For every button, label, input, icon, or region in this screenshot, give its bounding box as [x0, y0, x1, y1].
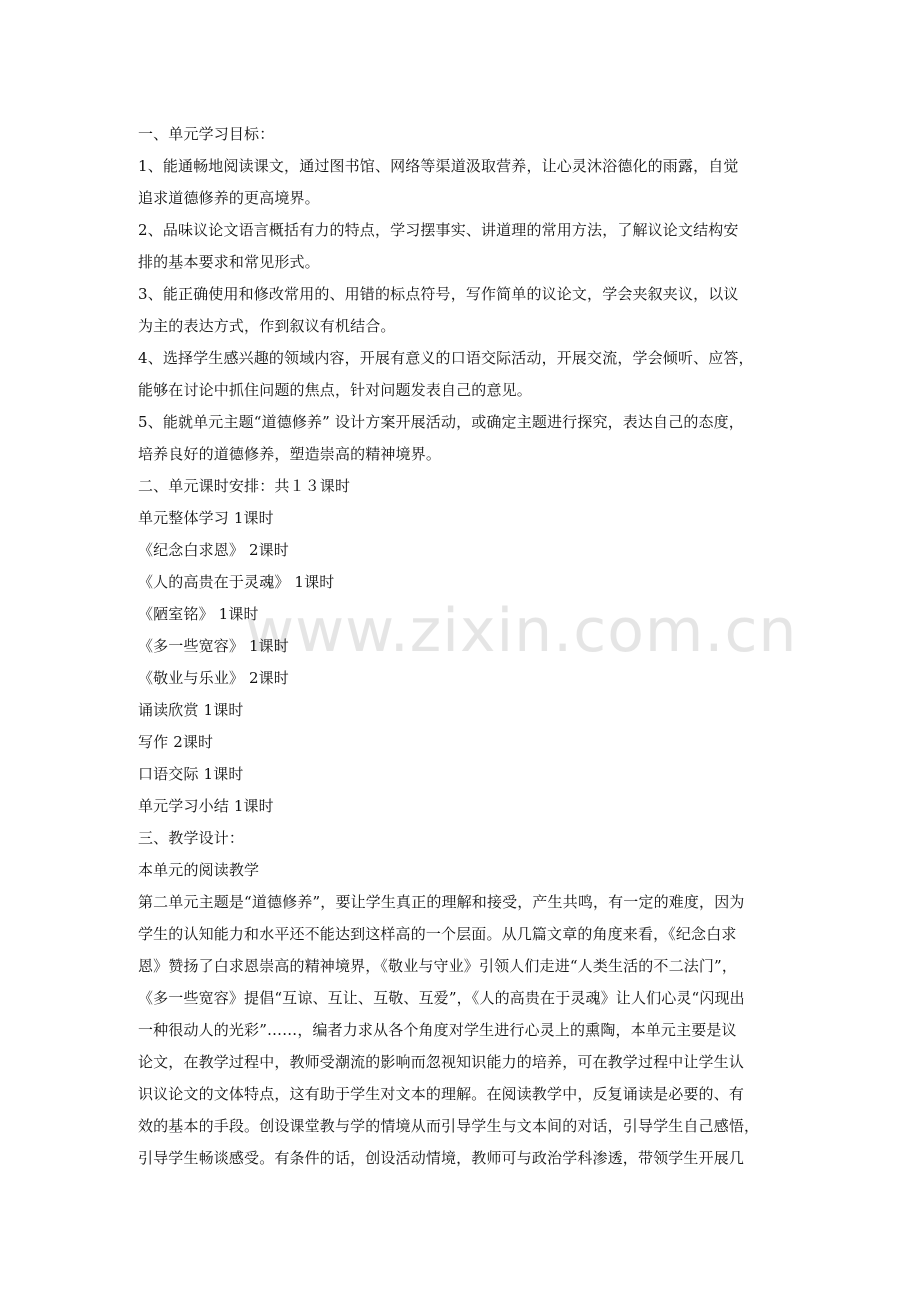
schedule-item: 诵读欣赏 1课时 — [138, 701, 244, 719]
goal-item-1 — [138, 150, 783, 214]
paragraph-line: 《多一些宽容》提倡“互谅、互让、互敬、互爱”，《人的高贵在于灵魂》让人们心灵“闪现出 — [138, 989, 745, 1007]
schedule-item: 单元学习小结 1课时 — [138, 797, 274, 815]
goal-item-3-line-1: 3、能正确使用和修改常用的、用错的标点符号，写作简单的议论文，学会夹叙夹议，以议 — [138, 285, 739, 303]
goal-item-5-line-2: 培养良好的道德修养，塑造崇高的精神境界。 — [138, 445, 442, 463]
paragraph-line: 恩》赞扬了白求恩崇高的精神境界，《敬业与守业》引领人们走进“人类生活的不二法门”， — [138, 957, 737, 975]
watermark: www.zixin.com.cn — [245, 596, 798, 666]
goal-item-4 — [138, 342, 783, 406]
schedule-item: 《多一些宽容》 1课时 — [138, 637, 289, 655]
goal-item-5 — [138, 406, 783, 470]
goal-item-2 — [138, 214, 783, 278]
schedule-item: 《敬业与乐业》 2课时 — [138, 669, 289, 687]
goal-item-4-line-1: 4、选择学生感兴趣的领域内容，开展有意义的口语交际活动，开展交流，学会倾听、应答， — [138, 349, 754, 367]
schedule-item: 口语交际 1课时 — [138, 765, 244, 783]
section-heading-schedule: 二、单元课时安排：共１３课时 — [138, 477, 351, 495]
schedule-item: 《纪念白求恩》 2课时 — [138, 541, 289, 559]
goal-item-1-line-2: 追求道德修养的更高境界。 — [138, 189, 320, 207]
paragraph-line: 识议论文的文体特点，这有助于学生对文本的理解。在阅读教学中，反复诵读是必要的、有 — [138, 1085, 745, 1103]
goal-item-4-line-2: 能够在讨论中抓住问题的焦点，针对问题发表自己的意见。 — [138, 381, 532, 399]
goal-item-2-line-2: 排的基本要求和常见形式。 — [138, 253, 320, 271]
section-heading-goals: 一、单元学习目标： — [138, 125, 275, 143]
paragraph-line: 一种很动人的光彩”……，编者力求从各个角度对学生进行心灵上的熏陶，本单元主要是议 — [138, 1021, 737, 1039]
goal-item-5-line-1: 5、能就单元主题“道德修养” 设计方案开展活动，或确定主题进行探究，表达自己的态度， — [138, 413, 744, 431]
schedule-item: 《人的高贵在于灵魂》 1课时 — [138, 573, 335, 591]
paragraph-line: 引导学生畅谈感受。有条件的话，创设活动情境，教师可与政治学科渗透，带领学生开展几 — [138, 1149, 745, 1167]
schedule-item: 单元整体学习 1课时 — [138, 509, 274, 527]
goal-item-3 — [138, 278, 783, 342]
goal-item-2-line-1: 2、品味议论文语言概括有力的特点，学习摆事实、讲道理的常用方法，了解议论文结构安 — [138, 221, 739, 239]
paragraph-line: 论文，在教学过程中，教师受潮流的影响而忽视知识能力的培养，可在教学过程中让学生认 — [138, 1053, 745, 1071]
goal-item-3-line-2: 为主的表达方式，作到叙议有机结合。 — [138, 317, 396, 335]
schedule-item: 《陋室铭》 1课时 — [138, 605, 259, 623]
paragraph-line: 效的基本的手段。创设课堂教与学的情境从而引导学生与文本间的对话，引导学生自己感悟， — [138, 1117, 760, 1135]
goal-item-1-line-1: 1、能通畅地阅读课文，通过图书馆、网络等渠道汲取营养，让心灵沐浴德化的雨露，自觉 — [138, 157, 739, 175]
paragraph-line: 第二单元主题是“道德修养”，要让学生真正的理解和接受，产生共鸣，有一定的难度，因为 — [138, 893, 745, 911]
design-paragraph — [138, 886, 783, 1174]
section-heading-design: 三、教学设计： — [138, 829, 245, 847]
subheading-reading: 本单元的阅读教学 — [138, 861, 260, 879]
document-body — [138, 118, 783, 1174]
schedule-item: 写作 2课时 — [138, 733, 214, 751]
paragraph-line: 学生的认知能力和水平还不能达到这样高的一个层面。从几篇文章的角度来看，《纪念白求 — [138, 925, 737, 943]
